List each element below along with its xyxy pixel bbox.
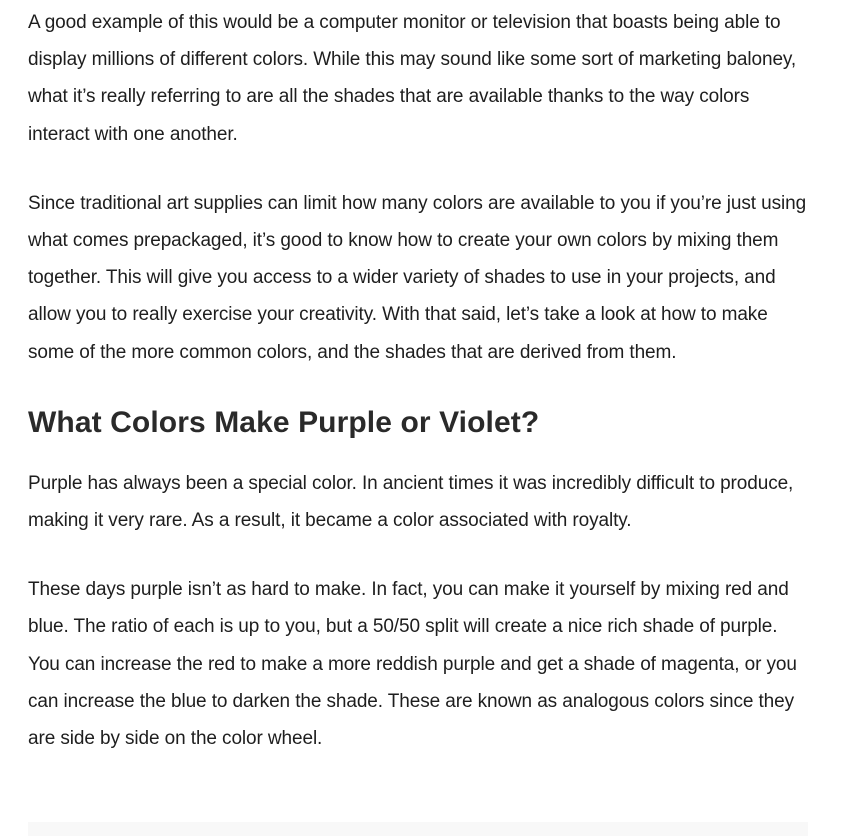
next-content-edge bbox=[28, 822, 808, 836]
intro-paragraph-2: Since traditional art supplies can limit how many colors are available to you if you’re just using what comes prepackaged, it’s good to know how to create your own colors by mixing them together. This will give you access to a wider variety of shades to use in your projects, and allow you to really exercise your creativity. With that said, let’s take a look at how to make some of the more common colors, and the shades that are derived from them. bbox=[28, 192, 807, 363]
purple-paragraph-2: These days purple isn’t as hard to make. In fact, you can make it yourself by mixing red and blue. The ratio of each is up to you, but a 50/50 split will create a nice rich shade of purple. You can increase the red to make a more reddish purple and get a shade of magenta, or you can increase the blue to darken the shade. These are known as analogous colors since they are side by side on the color wheel. bbox=[28, 579, 797, 750]
intro-paragraph-1: A good example of this would be a computer monitor or television that boasts being able to display millions of different colors. While this may sound like some sort of marketing baloney, what it’s really referring to are all the shades that are available thanks to the way colors interact with one another. bbox=[28, 12, 797, 145]
purple-paragraph-1: Purple has always been a special color. In ancient times it was incredibly difficult to produce, making it very rare. As a result, it became a color associated with royalty. bbox=[28, 472, 794, 532]
section-heading-purple: What Colors Make Purple or Violet? bbox=[28, 405, 540, 439]
